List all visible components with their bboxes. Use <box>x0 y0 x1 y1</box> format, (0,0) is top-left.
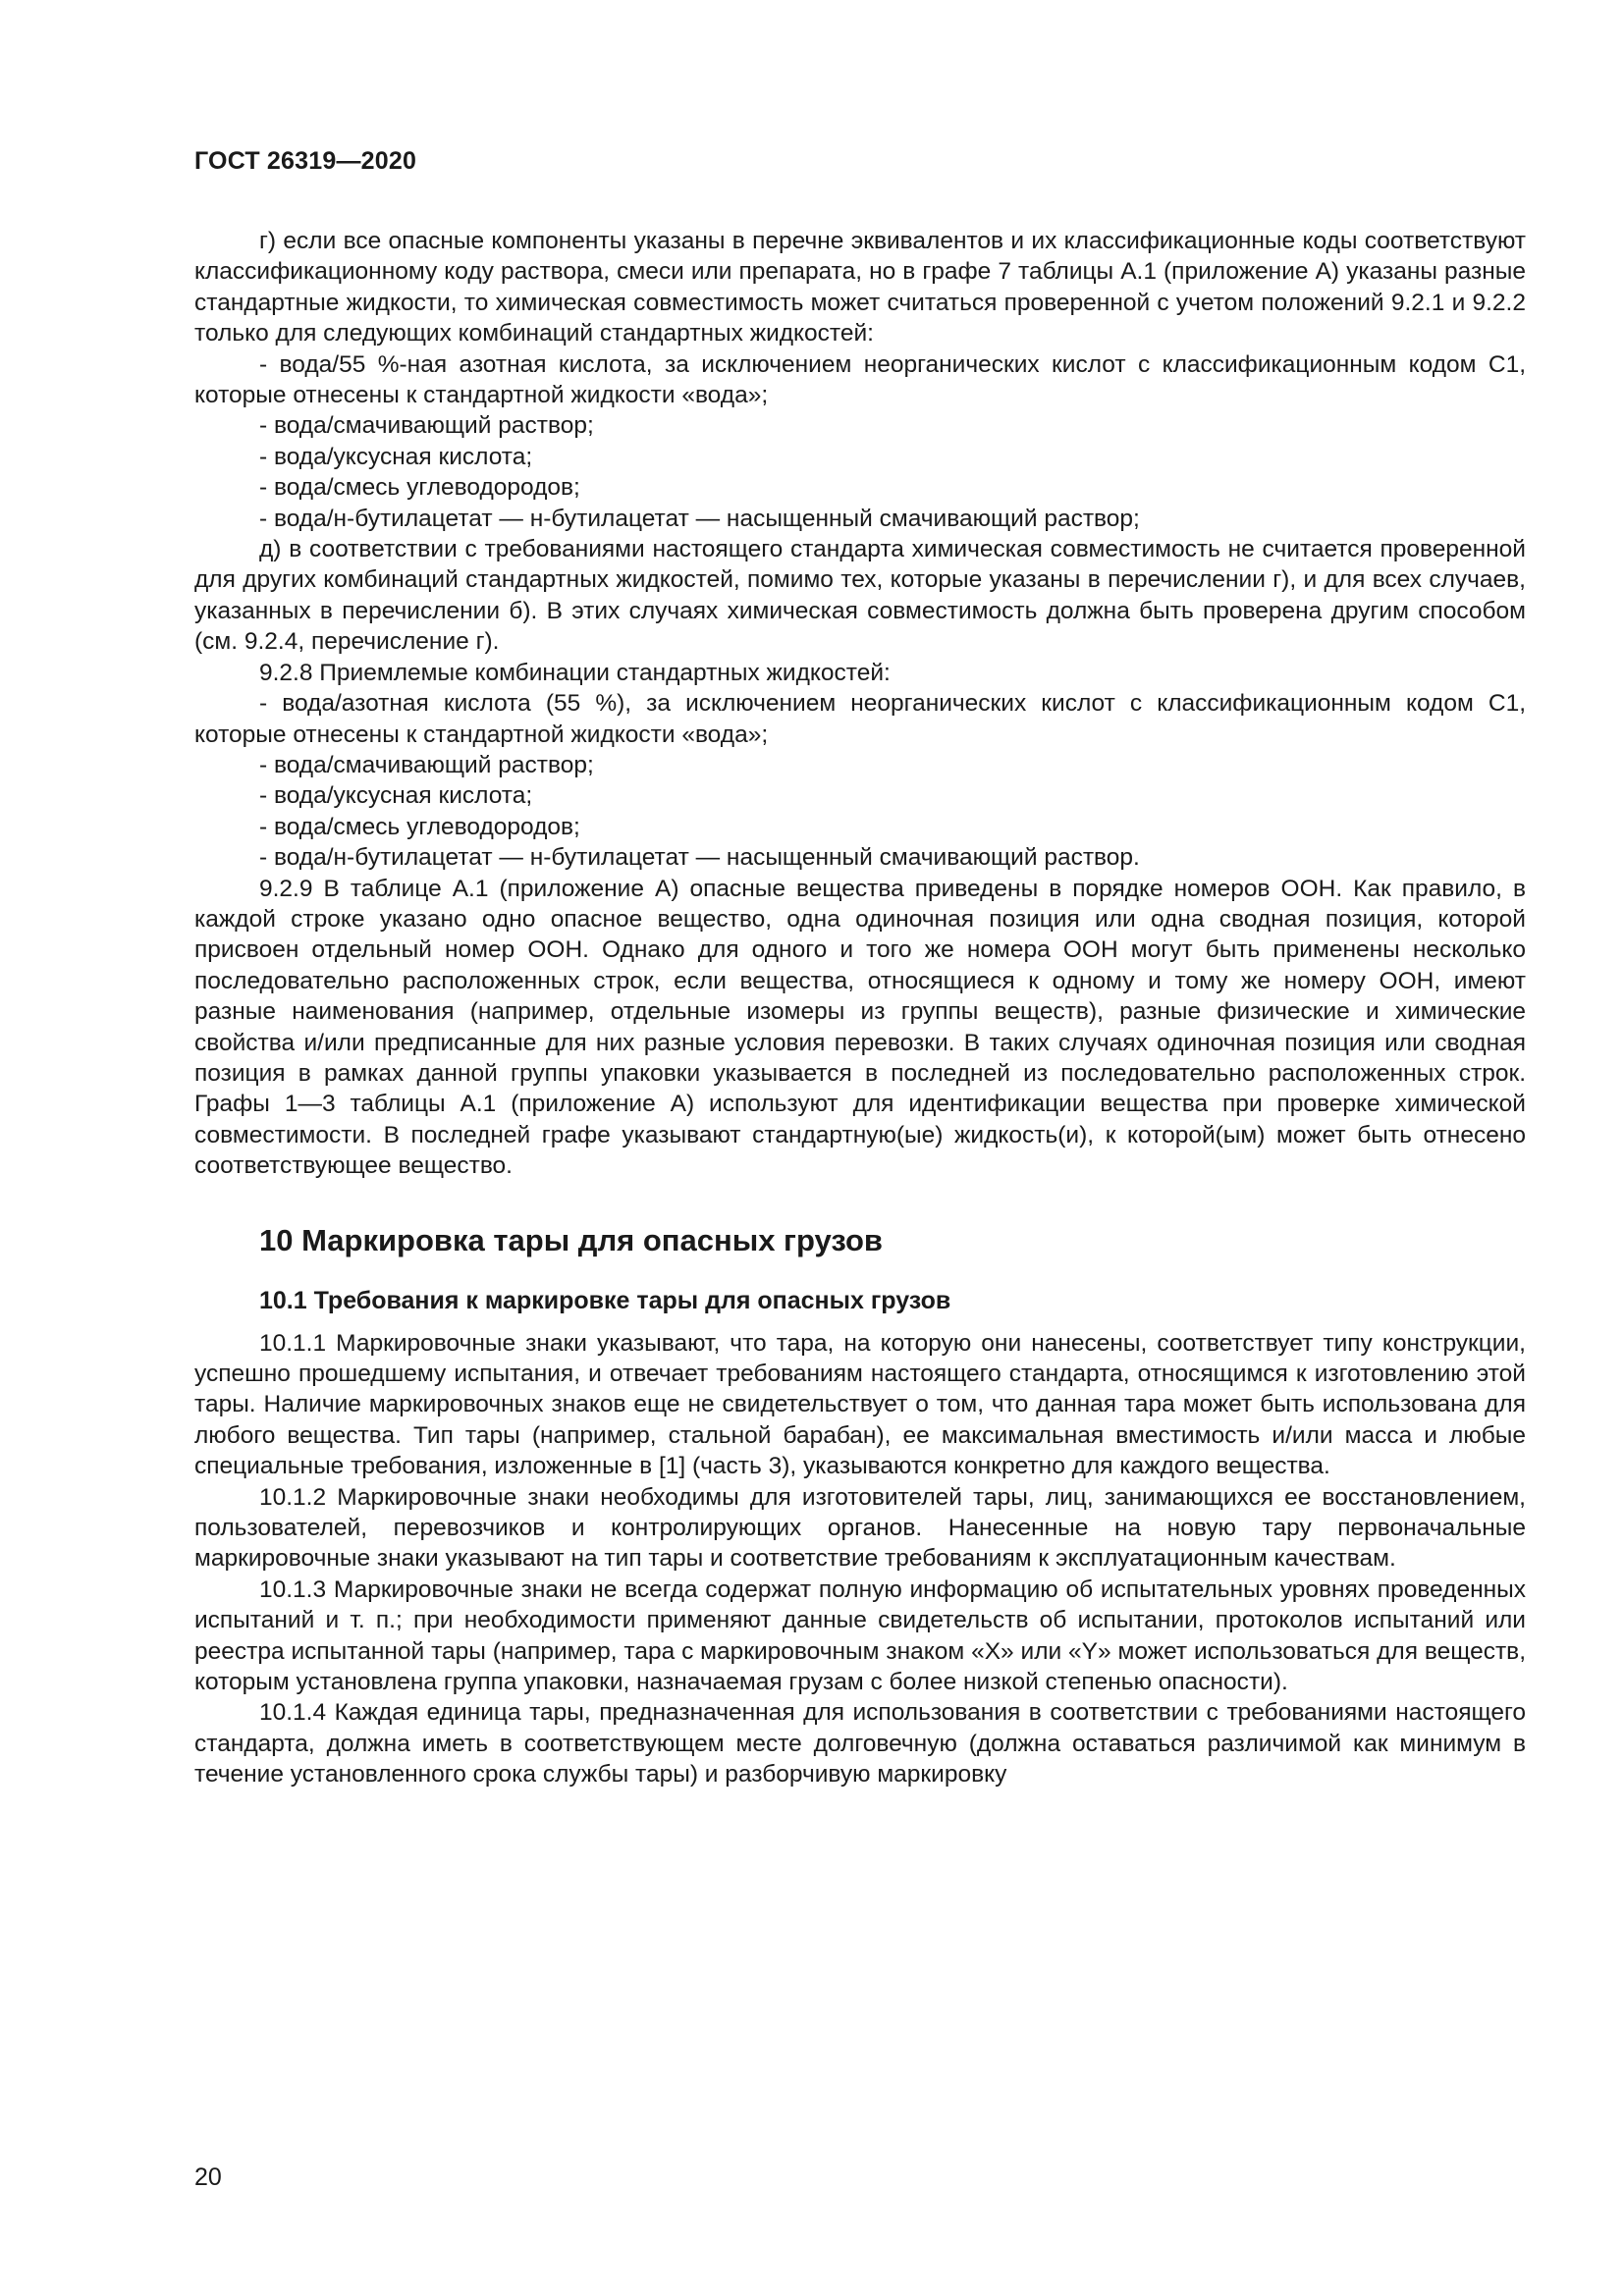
paragraph: д) в соответствии с требованиями настоящего стандарта химическая совместимость не считается проверенной для других комбинаций стандартных жидкостей, помимо тех, которые указаны в перечислении г), и для всех случаев, указанных в перечислении б). В этих случаях химическая совместимость должна быть проверена другим способом (см. 9.2.4, перечисление г). <box>194 536 1526 656</box>
list-item: - вода/смачивающий раствор; <box>259 751 594 778</box>
list-item: - вода/смачивающий раствор; <box>259 412 594 440</box>
page-number: 20 <box>194 2163 222 2191</box>
list-item: - вода/н-бутилацетат — н-бутилацетат — насыщенный смачивающий раствор; <box>259 505 1140 532</box>
document-header: ГОСТ 26319—2020 <box>194 147 417 175</box>
subsection-heading: 10.1 Требования к маркировке тары для опасных грузов <box>259 1286 951 1314</box>
paragraph: г) если все опасные компоненты указаны в перечне эквивалентов и их классификационные коды соответствуют классификационному коду раствора, смеси или препарата, но в графе 7 таблицы А.1 (приложение А) указаны разные стандартные жидкости, то химическая совместимость может считаться проверенной с учетом положений 9.2.1 и 9.2.2 только для следующих комбинаций стандартных жидкостей: <box>194 228 1526 347</box>
paragraph: 10.1.1 Маркировочные знаки указывают, что тара, на которую они нанесены, соответствует типу конструкции, успешно прошедшему испытания, и отвечает требованиям настоящего стандарта, относящимся к изготовлению этой тары. Наличие маркировочных знаков еще не свидетельствует о том, что данная тара может быть использована для любого вещества. Тип тары (например, стальной барабан), ее максимальная вместимость и/или масса и любые специальные требования, изложенные в [1] (часть 3), указываются конкретно для каждого вещества. <box>194 1329 1526 1480</box>
paragraph: 10.1.2 Маркировочные знаки необходимы для изготовителей тары, лиц, занимающихся ее восстановлением, пользователей, перевозчиков и контролирующих органов. Нанесенные на новую тару первоначальные маркировочные знаки указывают на тип тары и соответствие требованиям к эксплуатационным качествам. <box>194 1483 1526 1573</box>
section-heading: 10 Маркировка тары для опасных грузов <box>259 1222 883 1257</box>
list-item: - вода/смесь углеводородов; <box>259 813 580 840</box>
paragraph: 9.2.9 В таблице А.1 (приложение А) опасные вещества приведены в порядке номеров ООН. Как правило, в каждой строке указано одно опасное вещество, одна одиночная позиция или одна сводная позиция, которой присвоен отдельный номер ООН. Однако для одного и того же номера ООН могут быть применены несколько последовательно расположенных строк, если вещества, относящиеся к одному и тому же номеру ООН, имеют разные наименования (например, отдельные изомеры из группы веществ), разные физические и химические свойства и/или предписанные для них разные условия перевозки. В таких случаях одиночная позиция или сводная позиция в рамках данной группы упаковки указывается в последней из последовательно расположенных строк. Графы 1—3 таблицы А.1 (приложение А) используют для идентификации вещества при проверке химической совместимости. В последней графе указывают стандартную(ые) жидкость(и), к которой(ым) может быть отнесено соответствующее вещество. <box>194 875 1526 1180</box>
list-item: - вода/н-бутилацетат — н-бутилацетат — насыщенный смачивающий раствор. <box>259 844 1140 872</box>
page-body <box>194 226 1526 1790</box>
list-item: - вода/уксусная кислота; <box>259 782 533 810</box>
paragraph: 10.1.4 Каждая единица тары, предназначенная для использования в соответствии с требованиями настоящего стандарта, должна иметь в соответствующем месте долговечную (должна оставаться различимой как минимум в течение установленного срока службы тары) и разборчивую маркировку <box>194 1699 1526 1789</box>
list-item: - вода/смесь углеводородов; <box>259 474 580 502</box>
list-item: - вода/азотная кислота (55 %), за исключением неорганических кислот с классификационным кодом С1, которые отнесены к стандартной жидкости «вода»; <box>194 690 1526 748</box>
list-item: - вода/55 %-ная азотная кислота, за исключением неорганических кислот с классификационным кодом С1, которые отнесены к стандартной жидкости «вода»; <box>194 350 1526 409</box>
list-item: - вода/уксусная кислота; <box>259 443 533 470</box>
paragraph: 9.2.8 Приемлемые комбинации стандартных жидкостей: <box>259 659 891 686</box>
paragraph: 10.1.3 Маркировочные знаки не всегда содержат полную информацию об испытательных уровнях проведенных испытаний и т. п.; при необходимости применяют данные свидетельств об испытании, протоколов испытаний или реестра испытанной тары (например, тара с маркировочным знаком «X» или «Y» может использоваться для веществ, которым установлена группа упаковки, назначаемая грузам с более низкой степенью опасности). <box>194 1575 1526 1696</box>
